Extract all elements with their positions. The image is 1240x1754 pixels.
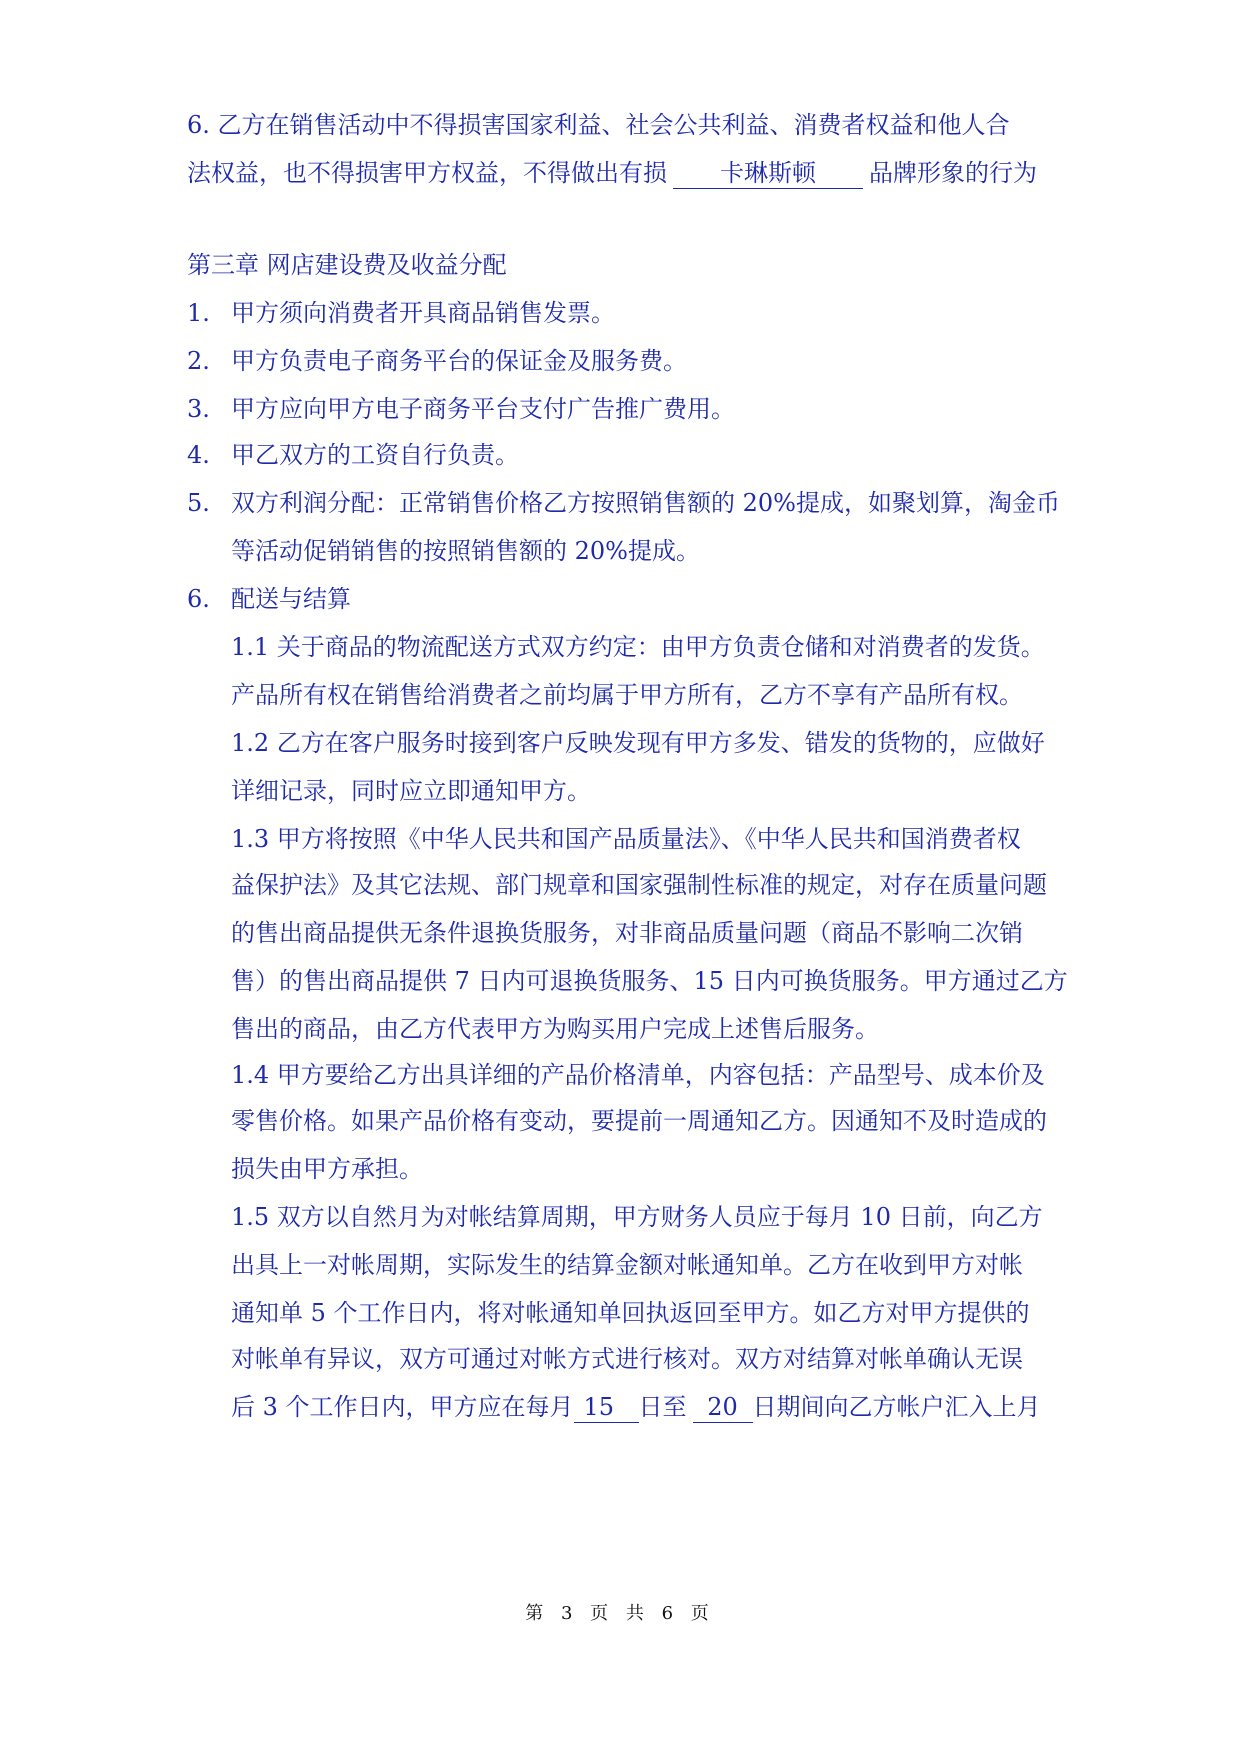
list-item	[187, 392, 735, 426]
item-number: 4.	[187, 441, 210, 469]
subclause-1-5-line-5	[231, 1390, 1041, 1424]
subclause-1-3-line-3: 的售出商品提供无条件退换货服务，对非商品质量问题（商品不影响二次销	[231, 919, 1023, 947]
item-text: 甲方须向消费者开具商品销售发票。	[231, 299, 615, 327]
subclause-1-3-line-2: 益保护法》及其它法规、部门规章和国家强制性标准的规定，对存在质量问题	[231, 871, 1047, 899]
item-number: 6.	[187, 585, 210, 613]
clause-6-line-2	[187, 156, 1037, 190]
clause-6-line-1: 6. 乙方在销售活动中不得损害国家利益、社会公共利益、消费者权益和他人合	[187, 111, 1010, 139]
settlement-day-from-blank: 15	[574, 1392, 639, 1423]
list-item	[187, 344, 687, 378]
item-text: 配送与结算	[231, 585, 351, 613]
subclause-1-2-line-2: 详细记录，同时应立即通知甲方。	[231, 777, 591, 805]
subclause-1-5-line-2: 出具上一对帐周期，实际发生的结算金额对帐通知单。乙方在收到甲方对帐	[231, 1251, 1023, 1279]
subclause-1-4-line-2: 零售价格。如果产品价格有变动，要提前一周通知乙方。因通知不及时造成的	[231, 1107, 1047, 1135]
chapter-3-title: 第三章 网店建设费及收益分配	[187, 251, 507, 279]
subclause-1-5-line-4: 对帐单有异议，双方可通过对帐方式进行核对。双方对结算对帐单确认无误	[231, 1345, 1023, 1373]
subclause-1-5-line-5-post: 日期间向乙方帐户汇入上月	[752, 1393, 1041, 1421]
list-item	[187, 296, 615, 330]
list-item	[187, 582, 351, 616]
page-number-footer: 第 3 页 共 6 页	[525, 1603, 715, 1624]
subclause-1-3-line-5: 售出的商品，由乙方代表甲方为购买用户完成上述售后服务。	[231, 1015, 879, 1043]
brand-name-blank: 卡琳斯顿	[673, 158, 863, 189]
subclause-1-5-line-5-pre: 后 3 个工作日内，甲方应在每月	[231, 1393, 574, 1421]
item-number: 5.	[187, 489, 210, 517]
subclause-1-3-line-1: 1.3 甲方将按照《中华人民共和国产品质量法》、《中华人民共和国消费者权	[231, 825, 1021, 853]
list-item-continuation: 等活动促销销售的按照销售额的 20%提成。	[231, 537, 700, 565]
item-text: 甲方应向甲方电子商务平台支付广告推广费用。	[231, 395, 735, 423]
subclause-1-4-line-3: 损失由甲方承担。	[231, 1155, 423, 1183]
item-text: 双方利润分配：正常销售价格乙方按照销售额的 20%提成，如聚划算，淘金币	[231, 489, 1060, 517]
subclause-1-5-line-1: 1.5 双方以自然月为对帐结算周期，甲方财务人员应于每月 10 日前，向乙方	[231, 1203, 1043, 1231]
subclause-1-3-line-4: 售）的售出商品提供 7 日内可退换货服务、15 日内可换货服务。甲方通过乙方	[231, 967, 1068, 995]
subclause-1-5-line-5-mid: 日至	[638, 1393, 687, 1421]
subclause-1-5-line-3: 通知单 5 个工作日内，将对帐通知单回执返回至甲方。如乙方对甲方提供的	[231, 1299, 1030, 1327]
subclause-1-2-line-1: 1.2 乙方在客户服务时接到客户反映发现有甲方多发、错发的货物的，应做好	[231, 729, 1045, 757]
subclause-1-1-line-1: 1.1 关于商品的物流配送方式双方约定：由甲方负责仓储和对消费者的发货。	[231, 633, 1045, 661]
item-number: 2.	[187, 347, 210, 375]
clause-6-line-2-post: 品牌形象的行为	[869, 159, 1037, 187]
item-text: 甲方负责电子商务平台的保证金及服务费。	[231, 347, 687, 375]
list-item	[187, 438, 519, 472]
item-number: 1.	[187, 299, 210, 327]
subclause-1-4-line-1: 1.4 甲方要给乙方出具详细的产品价格清单，内容包括：产品型号、成本价及	[231, 1061, 1045, 1089]
subclause-1-1-line-2: 产品所有权在销售给消费者之前均属于甲方所有，乙方不享有产品所有权。	[231, 681, 1023, 709]
clause-6-line-2-pre: 法权益，也不得损害甲方权益，不得做出有损	[187, 159, 667, 187]
list-item	[187, 486, 1060, 520]
item-number: 3.	[187, 395, 210, 423]
settlement-day-to-blank: 20	[693, 1392, 753, 1423]
item-text: 甲乙双方的工资自行负责。	[231, 441, 519, 469]
